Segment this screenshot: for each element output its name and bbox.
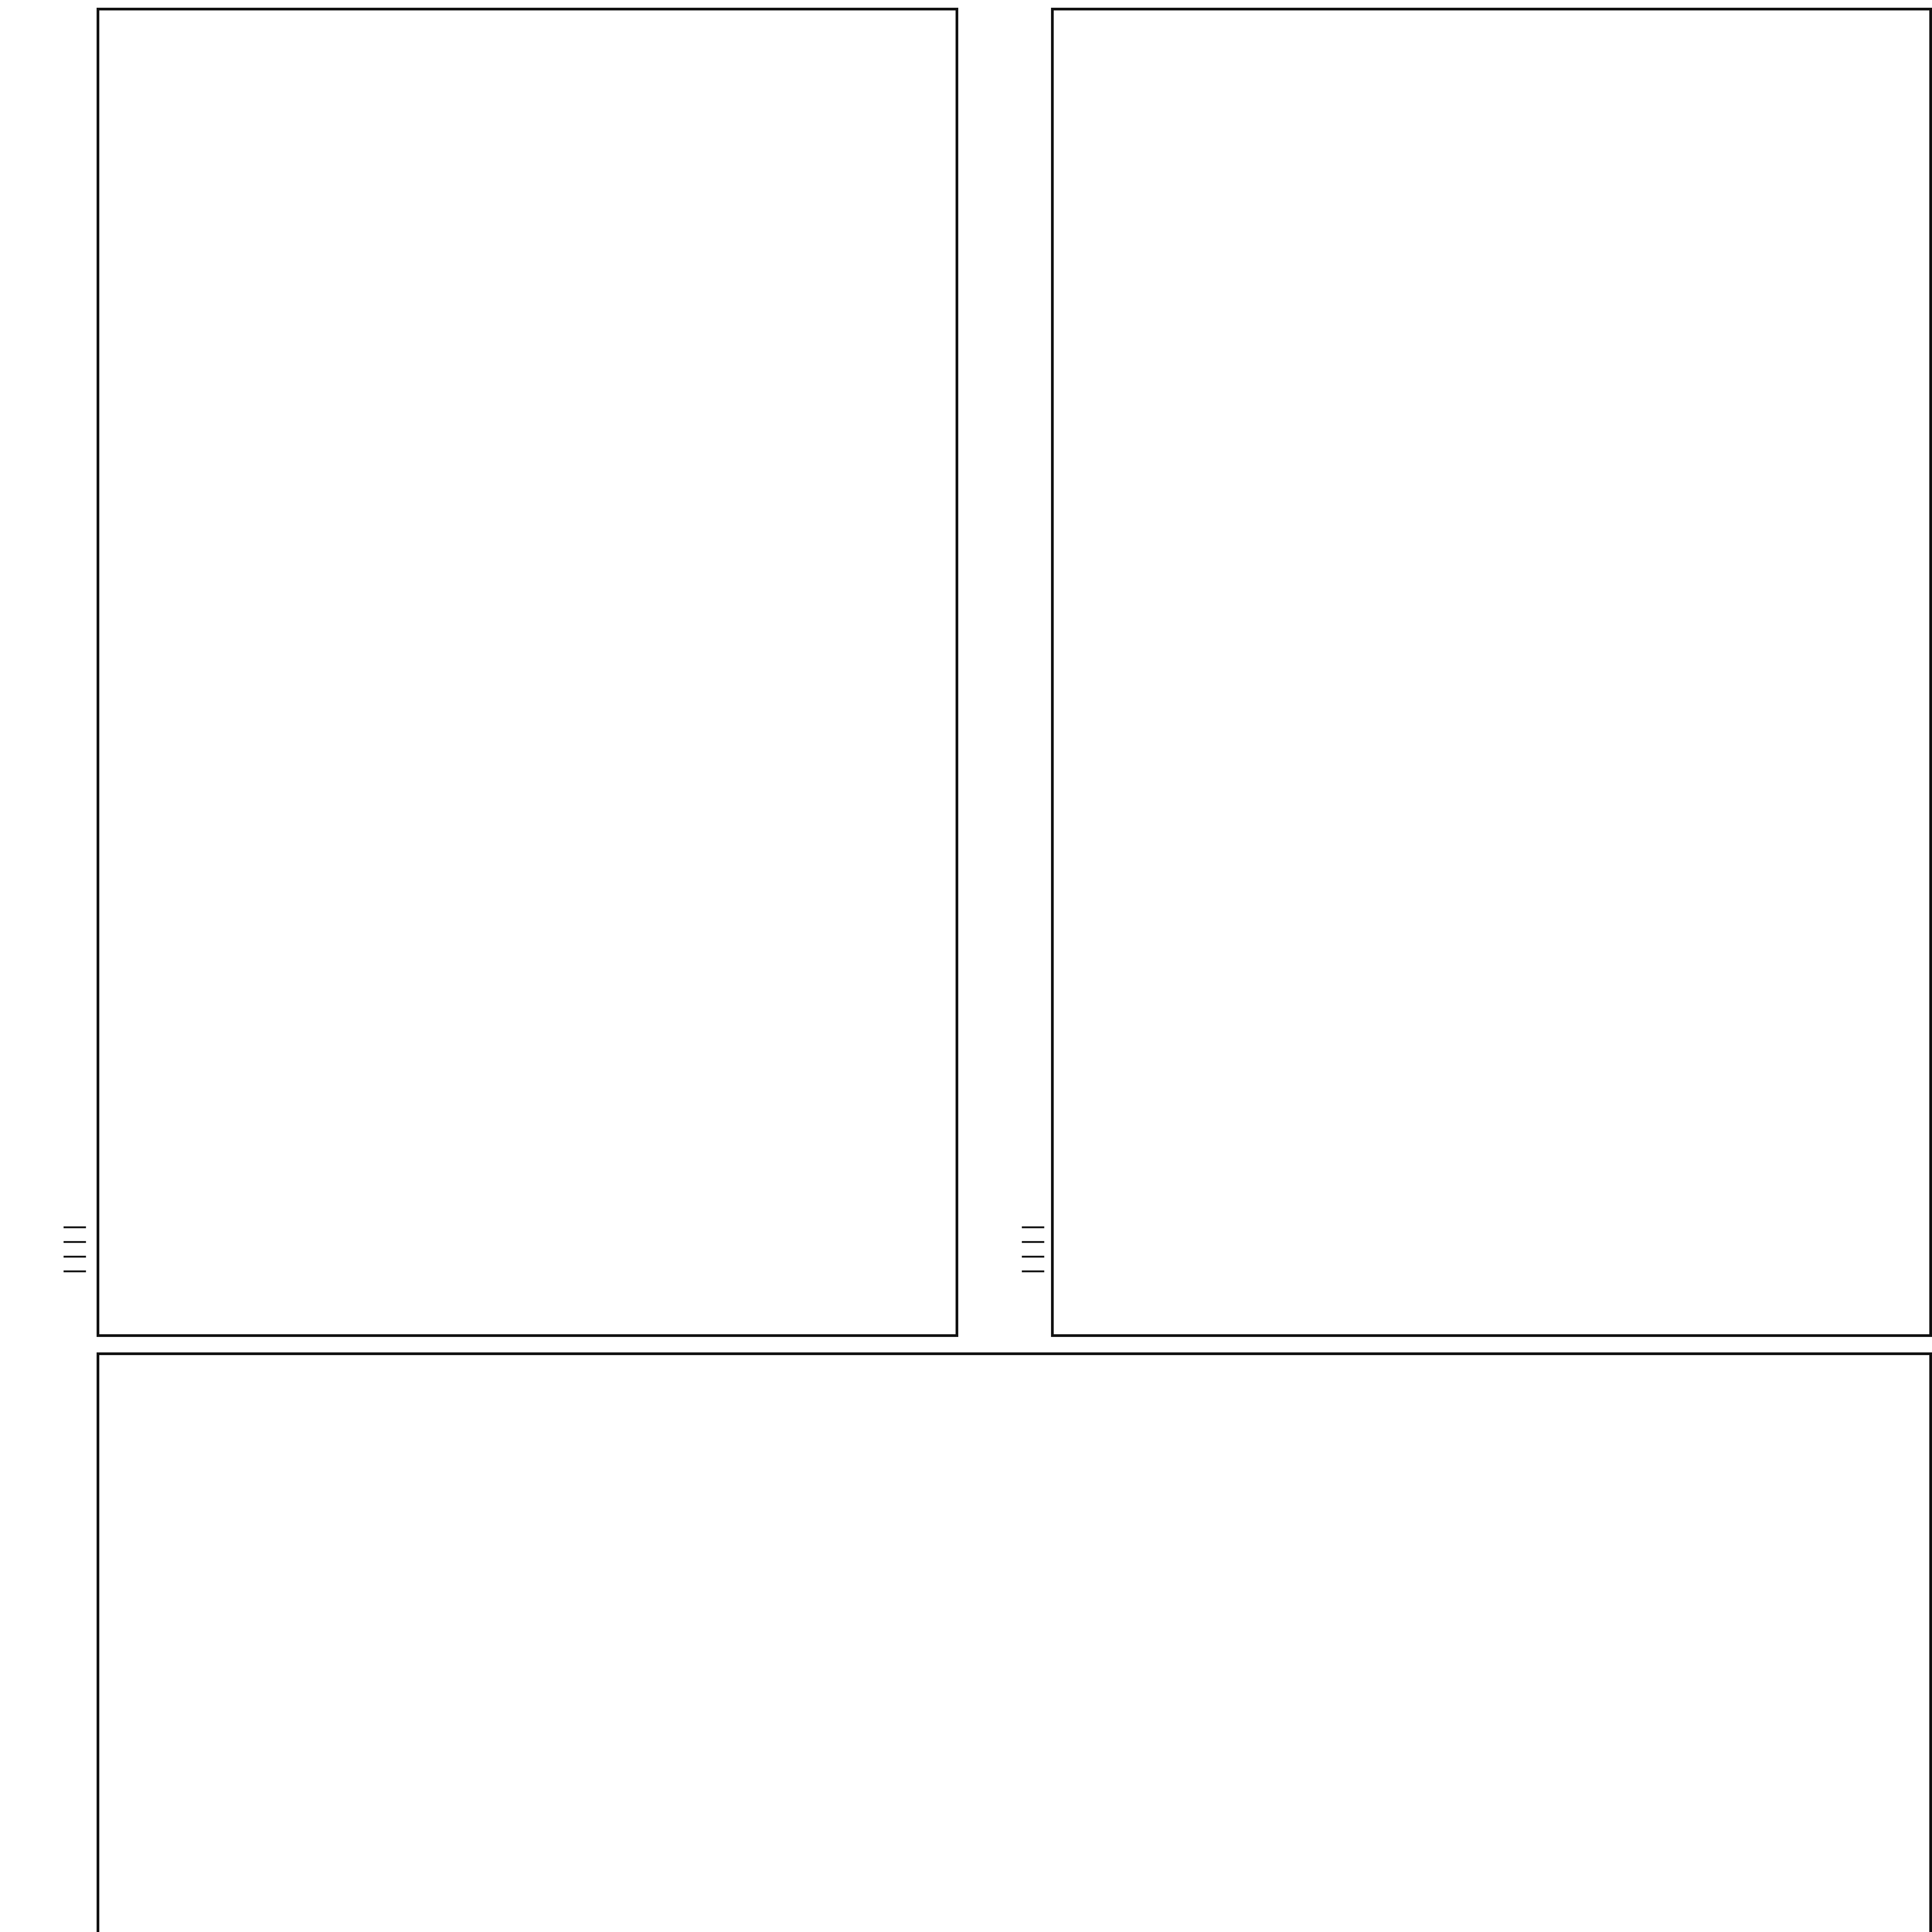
side-stamp-1: | | | | [60,1223,86,1275]
spec-sheet-2 [1051,8,1932,1337]
schema-sheet [97,1352,1932,1932]
side-stamp-2: | | | | [1018,1223,1044,1275]
